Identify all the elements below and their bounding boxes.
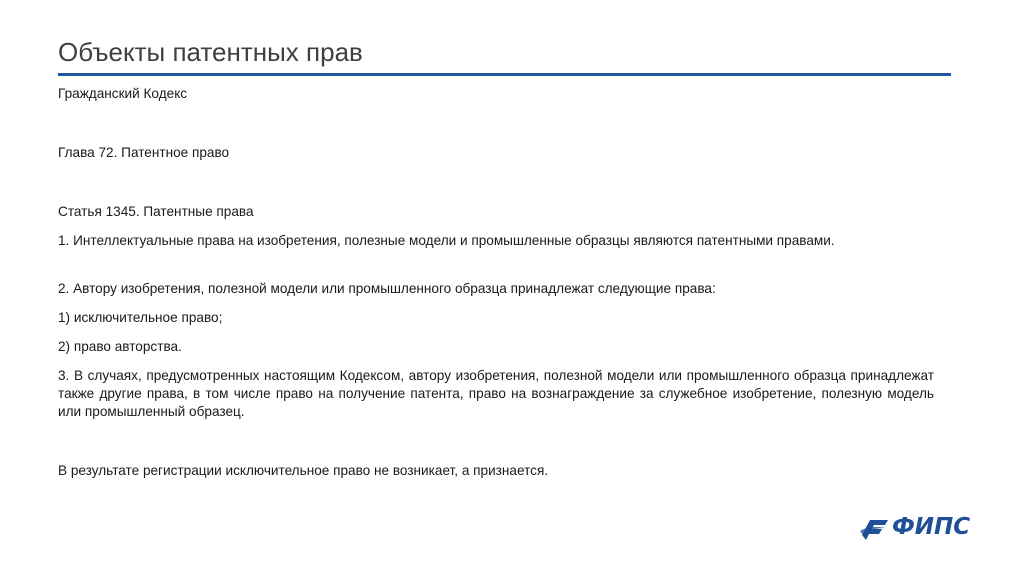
chapter-heading: Глава 72. Патентное право xyxy=(58,145,230,160)
list-item-exclusive-right: 1) исключительное право; xyxy=(58,310,223,325)
article-heading: Статья 1345. Патентные права xyxy=(58,204,254,219)
slide-title: Объекты патентных прав xyxy=(58,37,363,67)
paragraph-item-2: 2. Автору изобретения, полезной модели или промышленного образца принадлежат следующие права: xyxy=(58,281,716,296)
fips-logo xyxy=(858,511,974,547)
fips-emblem-icon xyxy=(858,513,892,545)
paragraph-item-1: 1. Интеллектуальные права на изобретения, полезные модели и промышленные образцы являются патентными правами. xyxy=(58,233,835,248)
code-name: Гражданский Кодекс xyxy=(58,86,188,101)
conclusion-text: В результате регистрации исключительное право не возникает, а признается. xyxy=(58,463,549,478)
fips-logo-text: ФИПС xyxy=(892,514,971,540)
title-underline xyxy=(58,73,951,76)
paragraph-item-3: 3. В случаях, предусмотренных настоящим Кодексом, автору изобретения, полезной модели или промышленного образца принадлежат также другие права, в том числе право на получение патента, право на вознаграждение за служебное изобретение, полезную модель или промышленный образец. xyxy=(58,368,934,419)
list-item-authorship-right: 2) право авторства. xyxy=(58,339,182,354)
